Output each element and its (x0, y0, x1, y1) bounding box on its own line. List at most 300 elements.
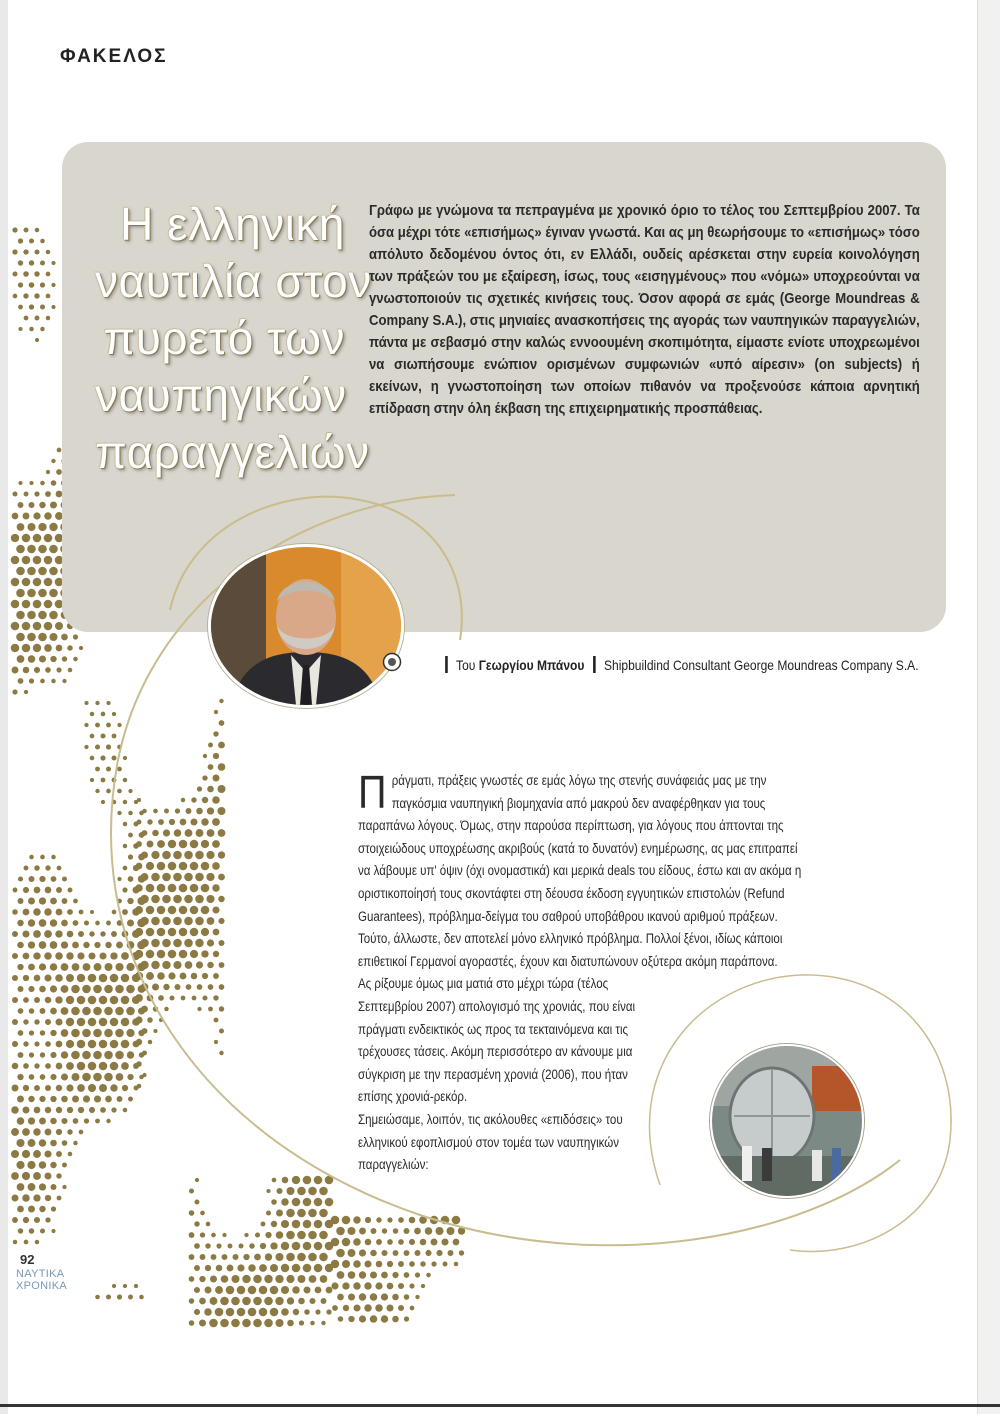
halftone-dot (420, 1239, 427, 1246)
halftone-dot (128, 789, 132, 793)
halftone-dot (49, 611, 58, 620)
halftone-dot (23, 997, 29, 1003)
halftone-dot (201, 862, 210, 871)
halftone-dot (219, 984, 225, 990)
halftone-dot (194, 1309, 200, 1315)
halftone-dot (117, 811, 121, 815)
halftone-dot (194, 1265, 200, 1271)
halftone-dot (409, 1283, 414, 1288)
halftone-dot (22, 930, 29, 937)
halftone-dot (184, 939, 193, 948)
halftone-dot (127, 898, 133, 904)
halftone-dot (275, 1319, 283, 1327)
halftone-dot (430, 1216, 438, 1224)
halftone-dot (151, 851, 159, 859)
halftone-dot (23, 1217, 29, 1223)
halftone-dot (73, 657, 78, 662)
halftone-dot (23, 667, 30, 674)
halftone-dot (458, 1227, 465, 1234)
halftone-dot (17, 523, 25, 531)
halftone-dot (40, 679, 45, 684)
halftone-dot (67, 1129, 72, 1134)
halftone-dot (29, 282, 35, 288)
halftone-dot (162, 851, 171, 860)
halftone-dot (142, 809, 147, 814)
halftone-dot (55, 622, 63, 630)
halftone-dot (404, 1316, 409, 1321)
halftone-dot (321, 1298, 327, 1304)
halftone-dot (110, 1062, 119, 1071)
halftone-dot (18, 876, 23, 881)
halftone-dot (409, 1261, 415, 1267)
halftone-dot (320, 1275, 328, 1283)
halftone-dot (11, 1106, 19, 1114)
halftone-dot (213, 951, 219, 957)
halftone-dot (115, 1051, 124, 1060)
halftone-dot (259, 1308, 268, 1317)
halftone-dot (359, 1271, 366, 1278)
halftone-dot (196, 961, 203, 968)
halftone-dot (45, 667, 51, 673)
halftone-dot (303, 1176, 312, 1185)
halftone-dot (23, 975, 29, 981)
halftone-dot (371, 1228, 377, 1234)
halftone-dot (44, 930, 52, 938)
halftone-dot (61, 963, 69, 971)
halftone-dot (61, 1029, 69, 1037)
halftone-dot (452, 1216, 461, 1225)
halftone-dot (110, 952, 117, 959)
byline-divider (593, 656, 596, 673)
halftone-dot (196, 808, 203, 815)
halftone-dot (199, 1276, 205, 1282)
halftone-dot (67, 1107, 73, 1113)
halftone-dot (55, 952, 63, 960)
halftone-dot (17, 986, 23, 992)
halftone-dot (71, 1029, 80, 1038)
halftone-dot (33, 578, 42, 587)
halftone-dot (23, 249, 28, 254)
halftone-dot (208, 984, 214, 990)
halftone-dot (158, 995, 164, 1001)
halftone-dot (33, 1150, 41, 1158)
halftone-dot (443, 1262, 448, 1267)
halftone-dot (40, 1008, 46, 1014)
halftone-dot (353, 1216, 360, 1223)
halftone-dot (168, 928, 177, 937)
halftone-dot (90, 778, 94, 782)
halftone-dot (175, 984, 181, 990)
halftone-dot (297, 1253, 306, 1262)
halftone-dot (106, 789, 111, 794)
halftone-dot (293, 1309, 299, 1315)
halftone-dot (191, 973, 198, 980)
halftone-dot (287, 1320, 294, 1327)
halftone-dot (135, 928, 143, 936)
halftone-dot (441, 1238, 448, 1245)
halftone-dot (315, 1287, 322, 1294)
halftone-dot (195, 895, 204, 904)
halftone-dot (201, 884, 210, 893)
halftone-dot (204, 1308, 212, 1316)
halftone-dot (94, 1095, 101, 1102)
halftone-dot (215, 1308, 224, 1317)
halftone-dot (55, 930, 62, 937)
halftone-dot (128, 1295, 133, 1300)
halftone-dot (190, 928, 199, 937)
halftone-dot (152, 984, 159, 991)
halftone-dot (123, 1284, 127, 1288)
halftone-dot (44, 600, 53, 609)
halftone-dot (201, 906, 210, 915)
halftone-dot (392, 1272, 398, 1278)
halftone-dot (51, 1229, 55, 1233)
halftone-dot (353, 1282, 360, 1289)
halftone-dot (226, 1286, 235, 1295)
halftone-dot (137, 1084, 142, 1089)
halftone-dot (12, 953, 18, 959)
halftone-dot (62, 898, 68, 904)
halftone-dot (23, 953, 30, 960)
halftone-dot (202, 775, 207, 780)
halftone-dot (18, 502, 24, 508)
halftone-dot (190, 884, 199, 893)
halftone-dot (33, 556, 42, 565)
halftone-dot (415, 1272, 420, 1277)
halftone-dot (27, 589, 36, 598)
headline-line: παραγγελιών (95, 426, 370, 478)
halftone-dot (13, 294, 18, 299)
halftone-dot (189, 1276, 195, 1282)
halftone-dot (201, 928, 209, 936)
halftone-dot (45, 1195, 51, 1201)
halftone-dot (151, 917, 160, 926)
halftone-dot (200, 1211, 205, 1216)
halftone-dot (61, 634, 68, 641)
halftone-dot (152, 830, 159, 837)
halftone-dot (49, 589, 58, 598)
halftone-dot (45, 1019, 51, 1025)
halftone-dot (33, 1128, 40, 1135)
halftone-dot (337, 1271, 345, 1279)
halftone-dot (308, 1253, 317, 1262)
halftone-dot (140, 895, 149, 904)
halftone-dot (189, 1188, 194, 1193)
halftone-dot (123, 778, 127, 782)
halftone-dot (56, 1107, 62, 1113)
halftone-dot (121, 996, 130, 1005)
halftone-dot (28, 1096, 34, 1102)
halftone-dot (122, 931, 129, 938)
halftone-dot (111, 1107, 116, 1112)
halftone-dot (38, 567, 47, 576)
halftone-dot (292, 1176, 300, 1184)
halftone-dot (66, 1040, 74, 1048)
halftone-dot (29, 678, 34, 683)
halftone-dot (163, 984, 169, 990)
halftone-dot (45, 1063, 51, 1069)
halftone-dot (162, 895, 171, 904)
halftone-dot (420, 1261, 425, 1266)
halftone-dot (44, 644, 52, 652)
halftone-dot (168, 840, 176, 848)
halftone-dot (104, 1073, 113, 1082)
halftone-dot (185, 829, 193, 837)
halftone-dot (309, 1275, 317, 1283)
halftone-dot (46, 272, 51, 277)
halftone-dot (173, 873, 182, 882)
halftone-dot (67, 645, 72, 650)
halftone-dot (261, 1222, 266, 1227)
halftone-dot (49, 523, 57, 531)
halftone-dot (219, 940, 225, 946)
halftone-dot (207, 962, 214, 969)
halftone-dot (189, 1320, 195, 1326)
halftone-dot (370, 1250, 377, 1257)
halftone-dot (50, 1008, 57, 1015)
halftone-dot (56, 909, 63, 916)
halftone-dot (169, 995, 174, 1000)
halftone-dot (44, 578, 53, 587)
halftone-dot (34, 491, 39, 496)
halftone-dot (135, 884, 142, 891)
halftone-dot (61, 985, 69, 993)
halftone-dot (376, 1217, 381, 1222)
halftone-dot (12, 689, 17, 694)
halftone-dot (331, 1282, 338, 1289)
halftone-dot (134, 1284, 138, 1288)
halftone-dot (297, 1231, 306, 1240)
halftone-dot (34, 1217, 40, 1223)
halftone-dot (174, 829, 182, 837)
halftone-dot (292, 1220, 301, 1229)
halftone-dot (162, 873, 171, 882)
halftone-dot (140, 961, 148, 969)
halftone-dot (117, 789, 122, 794)
portrait-image (211, 547, 401, 705)
halftone-dot (281, 1242, 289, 1250)
halftone-dot (17, 920, 23, 926)
halftone-dot (104, 985, 113, 994)
halftone-dot (219, 699, 223, 703)
halftone-dot (336, 1249, 345, 1258)
halftone-dot (12, 975, 18, 981)
halftone-dot (303, 1264, 312, 1273)
halftone-dot (168, 950, 177, 959)
halftone-dot (61, 941, 68, 948)
halftone-dot (99, 1084, 107, 1092)
halftone-dot (370, 1293, 378, 1301)
halftone-dot (179, 906, 188, 915)
halftone-dot (213, 731, 218, 736)
halftone-dot (39, 1183, 46, 1190)
halftone-dot (253, 1297, 262, 1306)
halftone-dot (12, 271, 17, 276)
halftone-dot (28, 964, 35, 971)
halftone-dot (34, 249, 39, 254)
halftone-dot (22, 534, 31, 543)
halftone-dot (392, 1316, 399, 1323)
halftone-dot (242, 1319, 251, 1328)
halftone-dot (266, 1189, 270, 1193)
halftone-dot (17, 1074, 23, 1080)
halftone-dot (168, 972, 175, 979)
halftone-dot (50, 1052, 56, 1058)
halftone-dot (34, 1107, 41, 1114)
halftone-dot (33, 908, 41, 916)
halftone-dot (55, 974, 63, 982)
halftone-dot (153, 1029, 157, 1033)
halftone-dot (100, 733, 105, 738)
halftone-dot (376, 1239, 382, 1245)
halftone-dot (18, 327, 22, 331)
halftone-dot (34, 1041, 39, 1046)
halftone-dot (95, 723, 100, 728)
halftone-dot (212, 796, 220, 804)
halftone-dot (190, 862, 199, 871)
halftone-dot (99, 1040, 108, 1049)
halftone-dot (106, 744, 111, 749)
halftone-dot (33, 622, 42, 631)
halftone-dot (28, 1139, 36, 1147)
halftone-dot (73, 1141, 77, 1145)
halftone-dot (33, 644, 41, 652)
halftone-dot (99, 974, 108, 983)
halftone-dot (16, 545, 25, 554)
halftone-dot (22, 600, 31, 609)
halftone-dot (62, 679, 66, 683)
halftone-dot (104, 1051, 113, 1060)
halftone-dot (381, 1293, 388, 1300)
halftone-dot (40, 282, 45, 287)
halftone-dot (315, 1309, 320, 1314)
halftone-dot (77, 996, 86, 1005)
halftone-dot (22, 1128, 30, 1136)
halftone-dot (100, 755, 105, 760)
halftone-dot (110, 996, 119, 1005)
halftone-dot (448, 1250, 454, 1256)
halftone-dot (40, 327, 44, 331)
halftone-dot (23, 1041, 28, 1046)
halftone-dot (11, 1084, 18, 1091)
halftone-dot (292, 1198, 301, 1207)
halftone-dot (35, 316, 40, 321)
halftone-dot (17, 942, 24, 949)
halftone-dot (24, 866, 29, 871)
halftone-dot (12, 667, 19, 674)
halftone-dot (50, 919, 57, 926)
halftone-dot (214, 710, 218, 714)
halftone-dot (40, 481, 45, 486)
halftone-dot (77, 1018, 86, 1027)
halftone-dot (136, 1039, 142, 1045)
halftone-dot (39, 655, 46, 662)
halftone-dot (189, 1298, 195, 1304)
halftone-dot (213, 929, 220, 936)
halftone-dot (16, 633, 25, 642)
halftone-dot (23, 1019, 28, 1024)
halftone-dot (359, 1228, 366, 1235)
halftone-dot (34, 1019, 39, 1024)
halftone-dot (286, 1253, 295, 1262)
halftone-dot (353, 1238, 361, 1246)
halftone-dot (56, 1041, 63, 1048)
halftone-dot (286, 1209, 295, 1218)
headline-line: Η ελληνική (120, 198, 345, 250)
halftone-dot (387, 1239, 393, 1245)
halftone-dot (89, 931, 94, 936)
halftone-dot (82, 1051, 91, 1060)
halftone-dot (359, 1293, 366, 1300)
halftone-dot (242, 1297, 251, 1306)
halftone-dot (16, 1161, 24, 1169)
halftone-dot (348, 1293, 355, 1300)
halftone-dot (206, 1222, 211, 1227)
headline-line: ναυπηγικών (95, 369, 347, 421)
halftone-dot (146, 950, 155, 959)
halftone-dot (142, 1073, 146, 1077)
halftone-dot (11, 622, 20, 631)
halftone-dot (22, 622, 31, 631)
halftone-dot (212, 774, 219, 781)
halftone-dot (56, 645, 63, 652)
halftone-dot (370, 1271, 377, 1278)
halftone-dot (237, 1286, 246, 1295)
halftone-dot (23, 887, 29, 893)
halftone-dot (253, 1275, 262, 1284)
halftone-dot (105, 942, 111, 948)
halftone-dot (29, 238, 34, 243)
halftone-dot (199, 1298, 206, 1305)
halftone-dot (309, 1298, 315, 1304)
halftone-dot (77, 1040, 86, 1049)
halftone-dot (135, 1016, 142, 1023)
halftone-dot (201, 840, 209, 848)
halftone-dot (28, 502, 34, 508)
halftone-dot (23, 1085, 29, 1091)
halftone-dot (88, 1062, 97, 1071)
halftone-dot (135, 906, 143, 914)
halftone-dot (122, 887, 127, 892)
halftone-dot (46, 294, 51, 299)
halftone-dot (212, 906, 219, 913)
halftone-dot (34, 975, 41, 982)
halftone-dot (18, 282, 23, 287)
halftone-dot (207, 917, 215, 925)
halftone-dot (310, 1321, 315, 1326)
halftone-dot (90, 756, 95, 761)
halftone-dot (159, 1018, 163, 1022)
halftone-dot (381, 1315, 388, 1322)
halftone-dot (12, 513, 19, 520)
halftone-dot (169, 819, 175, 825)
halftone-dot (215, 1286, 223, 1294)
halftone-dot (112, 800, 116, 804)
halftone-dot (431, 1261, 436, 1266)
halftone-dot (116, 942, 123, 949)
halftone-dot (56, 1085, 63, 1092)
halftone-dot (184, 917, 193, 926)
halftone-dot (29, 855, 34, 860)
halftone-dot (207, 829, 215, 837)
halftone-dot (72, 1096, 79, 1103)
halftone-dot (208, 1007, 213, 1012)
halftone-dot (157, 884, 166, 893)
halftone-dot (195, 917, 204, 926)
halftone-dot (78, 931, 84, 937)
halftone-dot (325, 1198, 334, 1207)
halftone-dot (39, 919, 47, 927)
